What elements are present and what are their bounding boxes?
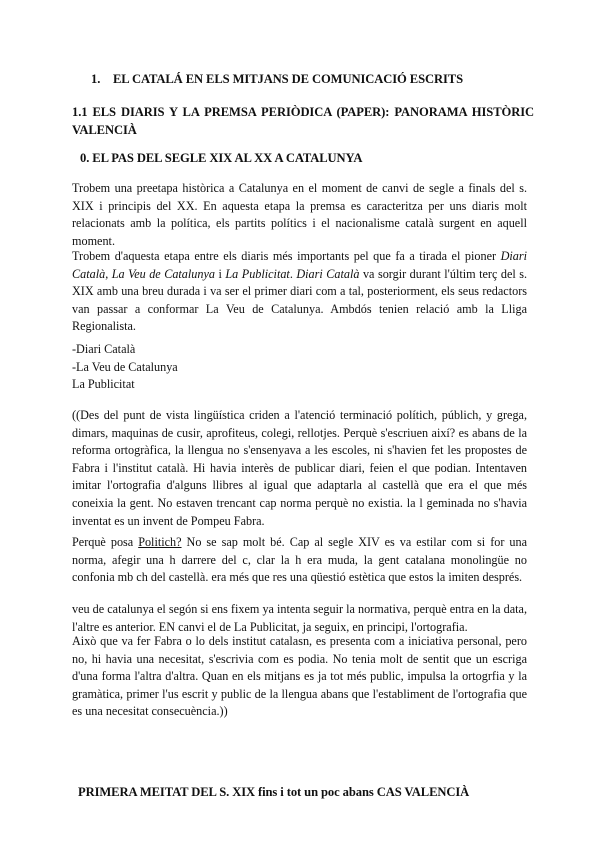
section-heading-valencia: PRIMERA MEITAT DEL S. XIX fins i tot un poc abans CAS VALENCIÀ (78, 785, 470, 799)
paragraph-intro: Trobem una preetapa històrica a Catalunya en el moment de canvi de segle a finals del s. XIX i principis del XX. En aquesta etapa la premsa es caracteritza per uns diaris molt relacionats amb la política, els partits polítics i el nacionalisme català surgent en aquell moment. (72, 181, 527, 248)
paragraph-veu-catalunya: veu de catalunya el segón si ens fixem ya intenta seguir la normativa, perquè entra en la data, l'altre es anterior. EN canvi el de La Publicitat, ja seguix, en principi, l'ortografia. (72, 602, 527, 634)
paragraph-fabra: Això que va fer Fabra o lo dels institut catalasn, es presenta com a iniciativa personal, pero no, hi havia una necesitat, s'escrivia com es podia. No tenia molt de sentit que un escriga d'una forma l'altra d'altra. Quan en els mitjans es ja tot més public, impulsa la ortogrfia y la gramàtica, primer l'us escrit y public de la llengua abans que l'establiment de l'ortografia que es una necesitat consecuència.)) (72, 634, 527, 719)
newspaper-title: La Veu de Catalunya (111, 266, 215, 281)
separator-text: , (105, 266, 112, 281)
paragraph-text: Perquè posa (72, 535, 139, 549)
subsection-heading: 1.1 ELS DIARIS Y LA PREMSA PERIÒDICA (PAPER): PANORAMA HISTÒRIC VALENCIÀ (72, 105, 534, 137)
underlined-word: Politich? (138, 535, 182, 549)
subsubsection-heading: 0. EL PAS DEL SEGLE XIX AL XX A CATALUNYA (80, 151, 363, 165)
list-item: La Publicitat (72, 377, 135, 392)
newspaper-title: Diari Català (72, 249, 527, 281)
heading-text: EL CATALÁ EN ELS MITJANS DE COMUNICACIÓ ESCRITS (113, 72, 463, 86)
paragraph-politich (72, 534, 527, 587)
newspaper-title: Diari Català (296, 266, 360, 281)
paragraph-text: va sorgir durant l'últim terç del s. XIX amb una breu durada i va ser el primer diari com a tal, posteriorment, els seus redactors van passar a conformar La Veu de Catalunya. Ambdós tenien relació amb la Lliga Regionalista. (72, 266, 528, 334)
separator-text: . (289, 266, 297, 281)
newspaper-title: La Publicitat (225, 266, 290, 281)
list-item: -Diari Català (72, 342, 136, 356)
paragraph-newspapers (72, 248, 527, 336)
paragraph-linguistic-notes: ((Des del punt de vista lingüística criden a l'atenció terminació polítich, públich, y grega, dimars, maquinas de cusir, aprofiteus, colegi, rellotjes. Perquè s'escriuen així? es abans de la reforma ortogràfica, la llengua no s'ensenyava a les escoles, ni s'havien fet les propostes de Fabra i l'institut català. Hi havia interès de publicar diari, feien el que podian. Intentaven imitar l'ortografia d'alguns llibres al igual que adaptarla al castellà que era el que més coneixia la gent. No estaven trencant cap norma perquè no existia. la l geminada no s'havia inventat es un invent de Pompeu Fabra. (72, 408, 527, 528)
section-heading-1 (91, 72, 463, 87)
heading-number: 1. (91, 72, 101, 86)
paragraph-text: No se sap molt bé. Cap al segle XIV es va estilar com si for una norma, afegir una h darrere del c, clar la h era muda, la gent catalana monolingüe no confonia mb ch del castellà. era més que res una qüestió estètica que estos la imiten després. (72, 535, 527, 585)
newspaper-list (72, 341, 178, 394)
list-item: -La Veu de Catalunya (72, 359, 178, 374)
paragraph-text: Trobem d'aquesta etapa entre els diaris més importants pel que fa a tirada el pioner (72, 249, 501, 263)
separator-text: i (214, 266, 226, 281)
